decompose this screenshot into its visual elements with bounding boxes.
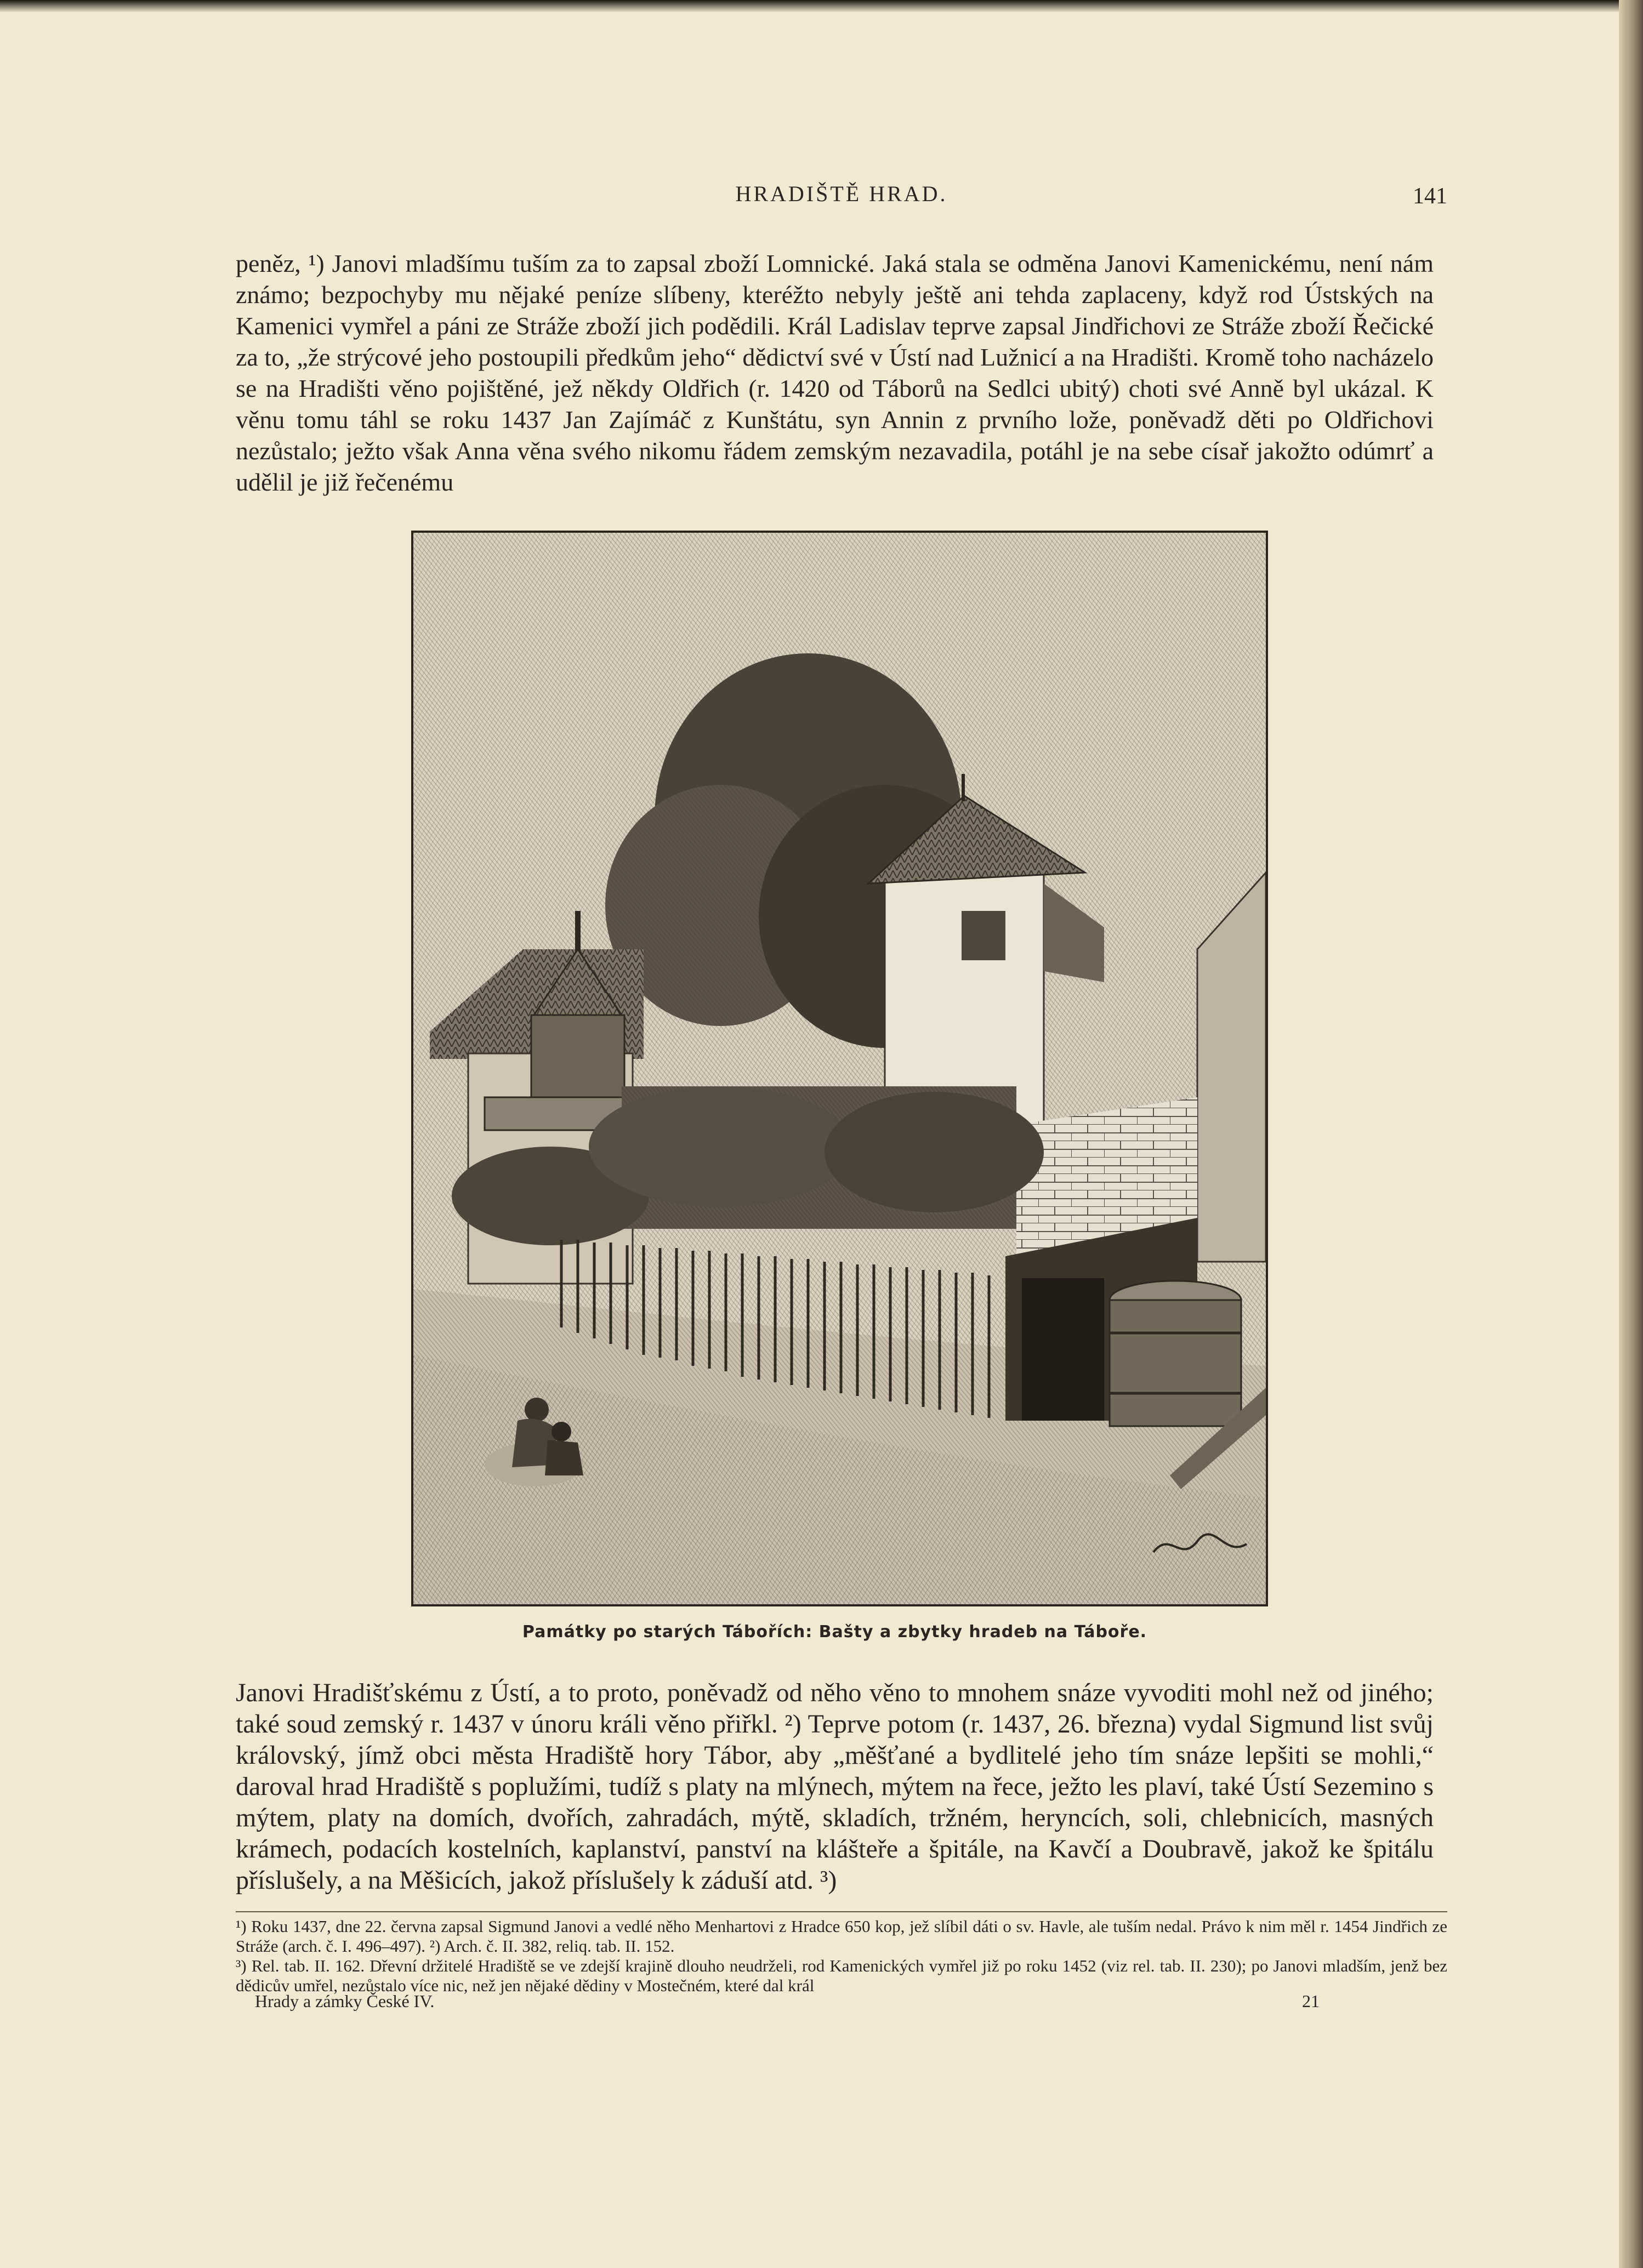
- page-top-shadow: [0, 0, 1643, 12]
- paragraph-top: peněz, ¹) Janovi mladšímu tuším za to zapsal zboží Lomnické. Jaká stala se odměna Janovi Kamenickému, není nám známo; bezpochyby mu nějaké peníze slíbeny, kteréžto nebyly ještě ani tehda zaplaceny, když rod Ústských na Kamenici vymřel a páni ze Stráže zboží jich podědili. Král Ladislav teprve zapsal Jindřichovi ze Stráže zboží Řečické za to, „že strýcové jeho postoupili předkům jeho“ dědictví své v Ústí nad Lužnicí a na Hradišti. Kromě toho nacházelo se na Hradišti věno pojištěné, jež někdy Oldřich (r. 1420 od Táborů na Sedlci ubitý) choti své Anně byl ukázal. K věnu tomu táhl se roku 1437 Jan Zajímáč z Kunštátu, syn Annin z prvního lože, poněvadž děti po Oldřichovi nezůstalo; ježto však Anna věna svého nikomu řádem zemským nezavadila, potáhl je na sebe císař jakožto odúmrť a udělil je již řečenému: [236, 249, 1434, 496]
- illustration-drawing: [413, 533, 1266, 1604]
- page-right-edge: [1619, 0, 1643, 2268]
- running-title: HRADIŠTĚ HRAD.: [735, 181, 948, 206]
- running-head: [236, 181, 1447, 214]
- body-text-top: [236, 248, 1434, 498]
- figure-caption: Památky po starých Tábořích: Bašty a zbytky hradeb na Táboře.: [522, 1622, 1147, 1642]
- footnote-3: ³) Rel. tab. II. 162. Dřevní držitelé Hradiště se ve zdejší krajině dlouho neudrželi, rod Kamenických vymřel již po roku 1452 (viz rel. tab. II. 230); po Janovi mladším, jenž bez dědicův umřel, nezůstalo více nic, než jen nějaké dědiny v Mostečném, které dal král: [236, 1956, 1447, 1995]
- sheet-mark: 21: [1302, 1991, 1320, 2011]
- page-number: 141: [1413, 184, 1447, 209]
- body-text-bottom: [236, 1677, 1434, 1896]
- footnotes: [236, 1911, 1447, 1996]
- book-signature-title: Hrady a zámky České IV.: [255, 1991, 435, 2011]
- paragraph-bottom: Janovi Hradišťskému z Ústí, a to proto, poněvadž od něho věno to mnohem snáze vyvoditi mohl než od jiného; také soud zemský r. 1437 v únoru králi věno přiřkl. ²) Teprve potom (r. 1437, 26. března) vydal Sigmund list svůj královský, jímž obci města Hradiště hory Tábor, aby „měšťané a bydlitelé jeho tím snáze lepšiti se mohli,“ daroval hrad Hradiště s poplužími, tudíž s platy na mlýnech, mýtem na řece, ježto les plaví, také Ústí Sezemino s mýtem, platy na domích, dvořích, zahradách, mýtě, skladích, tržném, heryncích, soli, chlebnicích, masných krámech, podacích kostelních, kaplanství, panství na klášteře a špitále, na Kavčí a Doubravě, jakož ke špitálu příslušely, a na Měšicích, jakož příslušely k záduší atd. ³): [236, 1678, 1434, 1895]
- engraving-illustration: [411, 531, 1268, 1606]
- footnote-1-2: ¹) Roku 1437, dne 22. června zapsal Sigmund Janovi a vedlé něho Menhartovi z Hradce 650 kop, jež slíbil dáti o sv. Havle, ale tuším nedal. Právo k nim měl r. 1454 Jindřich ze Stráže (arch. č. I. 496–497). ²) Arch. č. II. 382, reliq. tab. II. 152.: [236, 1917, 1447, 1956]
